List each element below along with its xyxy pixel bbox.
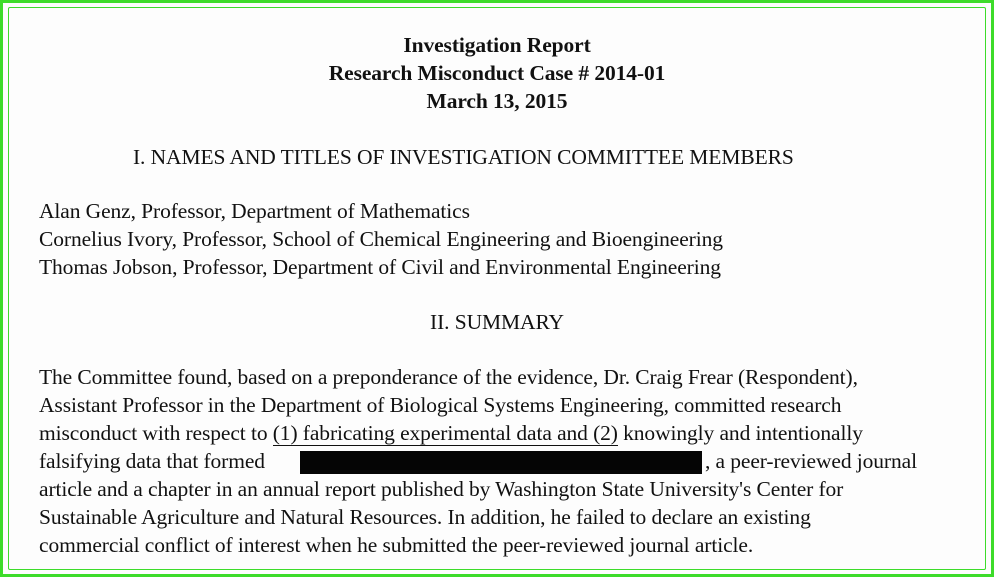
section-heading-summary: II. SUMMARY: [430, 310, 564, 334]
member-line: Cornelius Ivory, Professor, School of Chemical Engineering and Bioengineering: [39, 227, 723, 251]
case-number: Research Misconduct Case # 2014-01: [328, 61, 666, 85]
summary-line: Assistant Professor in the Department of Biological Systems Engineering, committed research: [39, 393, 842, 417]
summary-line: Sustainable Agriculture and Natural Resources. In addition, he failed to declare an existing: [39, 505, 811, 529]
summary-line: [39, 421, 863, 446]
summary-text: misconduct with respect to: [39, 421, 273, 445]
summary-line: article and a chapter in an annual report published by Washington State University's Center for: [39, 477, 844, 501]
member-line: Thomas Jobson, Professor, Department of Civil and Environmental Engineering: [39, 255, 721, 279]
summary-line: The Committee found, based on a preponderance of the evidence, Dr. Craig Frear (Respondent),: [39, 365, 858, 389]
section-heading-committee: I. NAMES AND TITLES OF INVESTIGATION COMMITTEE MEMBERS: [133, 145, 794, 169]
underlined-text: (1) fabricating experimental data and (2): [272, 421, 618, 445]
redaction-box: [300, 451, 702, 474]
summary-text: knowingly and intentionally: [617, 421, 863, 445]
summary-line-end: , a peer-reviewed journal: [705, 449, 917, 473]
report-title: Investigation Report: [403, 33, 591, 57]
summary-line-start: falsifying data that formed: [39, 449, 265, 473]
member-line: Alan Genz, Professor, Department of Mathematics: [39, 199, 470, 223]
report-date: March 13, 2015: [426, 89, 568, 113]
summary-line: commercial conflict of interest when he submitted the peer-reviewed journal article.: [39, 533, 754, 557]
